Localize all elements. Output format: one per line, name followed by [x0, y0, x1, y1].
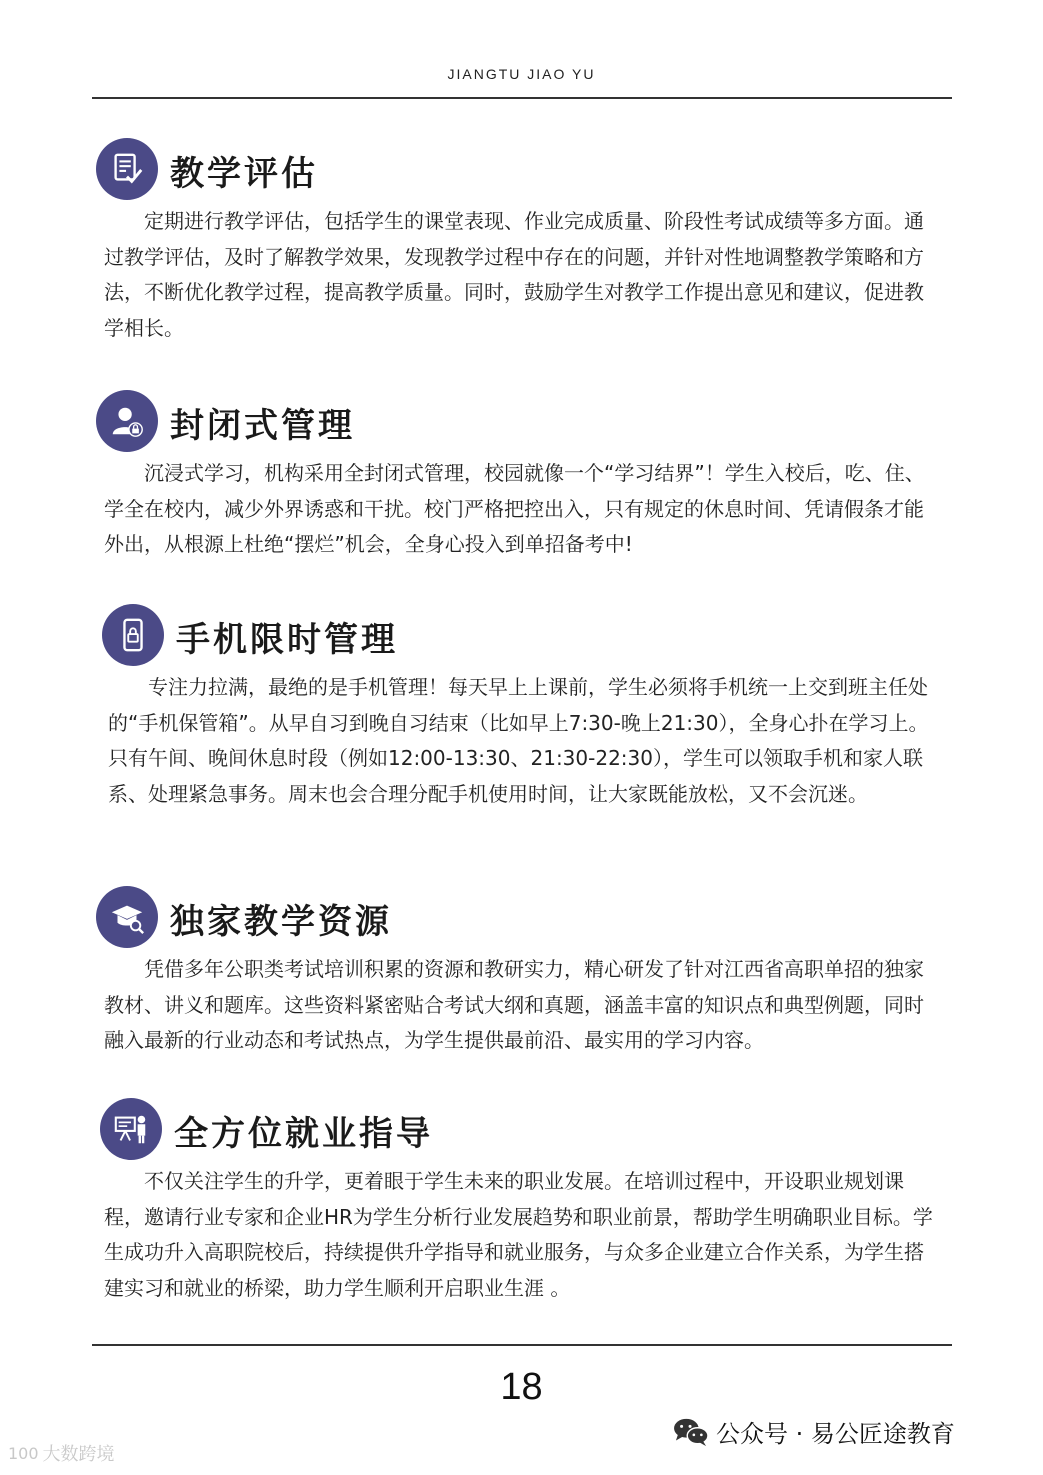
- section-teaching-evaluation: [96, 138, 946, 346]
- section-title: 全方位就业指导: [174, 1114, 433, 1154]
- header-rule: [92, 97, 952, 99]
- header-brand: JIANGTU JIAO YU: [447, 66, 596, 82]
- watermark: [8, 1440, 115, 1466]
- section-career-guidance: [96, 1098, 946, 1306]
- footer-rule: [92, 1344, 952, 1346]
- section-body: [96, 952, 934, 1059]
- section-body: [96, 456, 934, 563]
- wechat-label: 公众号 · 易公匠途教育: [716, 1420, 955, 1448]
- watermark-logo: 100: [8, 1443, 39, 1463]
- graduation-cap-search-icon: [96, 886, 158, 948]
- section-body: [96, 670, 938, 812]
- section-paragraph: 不仅关注学生的升学，更着眼于学生未来的职业发展。在培训过程中，开设职业规划课程，邀请行业专家和企业HR为学生分析行业发展趋势和职业前景，帮助学生明确职业目标。学生成功升入高职院校后，持续提供升学指导和就业服务，与众多企业建立合作关系，为学生搭建实习和就业的桥梁，助力学生顺利开启职业生涯 。: [104, 1169, 933, 1300]
- page-number: 18: [500, 1366, 543, 1408]
- presenter-board-icon: [100, 1098, 162, 1160]
- watermark-text: 大数跨境: [42, 1444, 115, 1465]
- section-title: 封闭式管理: [170, 406, 355, 446]
- section-title: 独家教学资源: [170, 902, 392, 942]
- section-exclusive-resources: [96, 886, 946, 1059]
- section-paragraph: 专注力拉满，最绝的是手机管理！每天早上上课前，学生必须将手机统一上交到班主任处的“手机保管箱”。从早自习到晚自习结束（比如早上7:30-晚上21:30），全身心扑在学习上。只有午间、晚间休息时段（例如12:00-13:30、21:30-22:30），学生可以领取手机和家人联系、处理紧急事务。周末也会合理分配手机使用时间，让大家既能放松，又不会沉迷。: [108, 675, 929, 806]
- wechat-icon: [672, 1416, 710, 1448]
- section-paragraph: 定期进行教学评估，包括学生的课堂表现、作业完成质量、阶段性考试成绩等多方面。通过教学评估，及时了解教学效果，发现教学过程中存在的问题，并针对性地调整教学策略和方法，不断优化教学过程，提高教学质量。同时，鼓励学生对教学工作提出意见和建议，促进教学相长。: [104, 209, 924, 340]
- document-check-icon: [96, 138, 158, 200]
- section-title: 手机限时管理: [176, 620, 398, 660]
- wechat-account: [672, 1414, 955, 1449]
- phone-lock-icon: [102, 604, 164, 666]
- section-title: 教学评估: [170, 154, 318, 194]
- section-body: [96, 204, 934, 346]
- section-phone-management: [96, 604, 946, 812]
- user-lock-icon: [96, 390, 158, 452]
- section-closed-management: [96, 390, 946, 563]
- section-body: [96, 1164, 934, 1306]
- section-paragraph: 凭借多年公职类考试培训积累的资源和教研实力，精心研发了针对江西省高职单招的独家教材、讲义和题库。这些资料紧密贴合考试大纲和真题，涵盖丰富的知识点和典型例题，同时融入最新的行业动态和考试热点，为学生提供最前沿、最实用的学习内容。: [104, 957, 924, 1052]
- section-paragraph: 沉浸式学习，机构采用全封闭式管理，校园就像一个“学习结界”！学生入校后，吃、住、学全在校内，减少外界诱惑和干扰。校门严格把控出入，只有规定的休息时间、凭请假条才能外出，从根源上杜绝“摆烂”机会，全身心投入到单招备考中!: [104, 461, 925, 556]
